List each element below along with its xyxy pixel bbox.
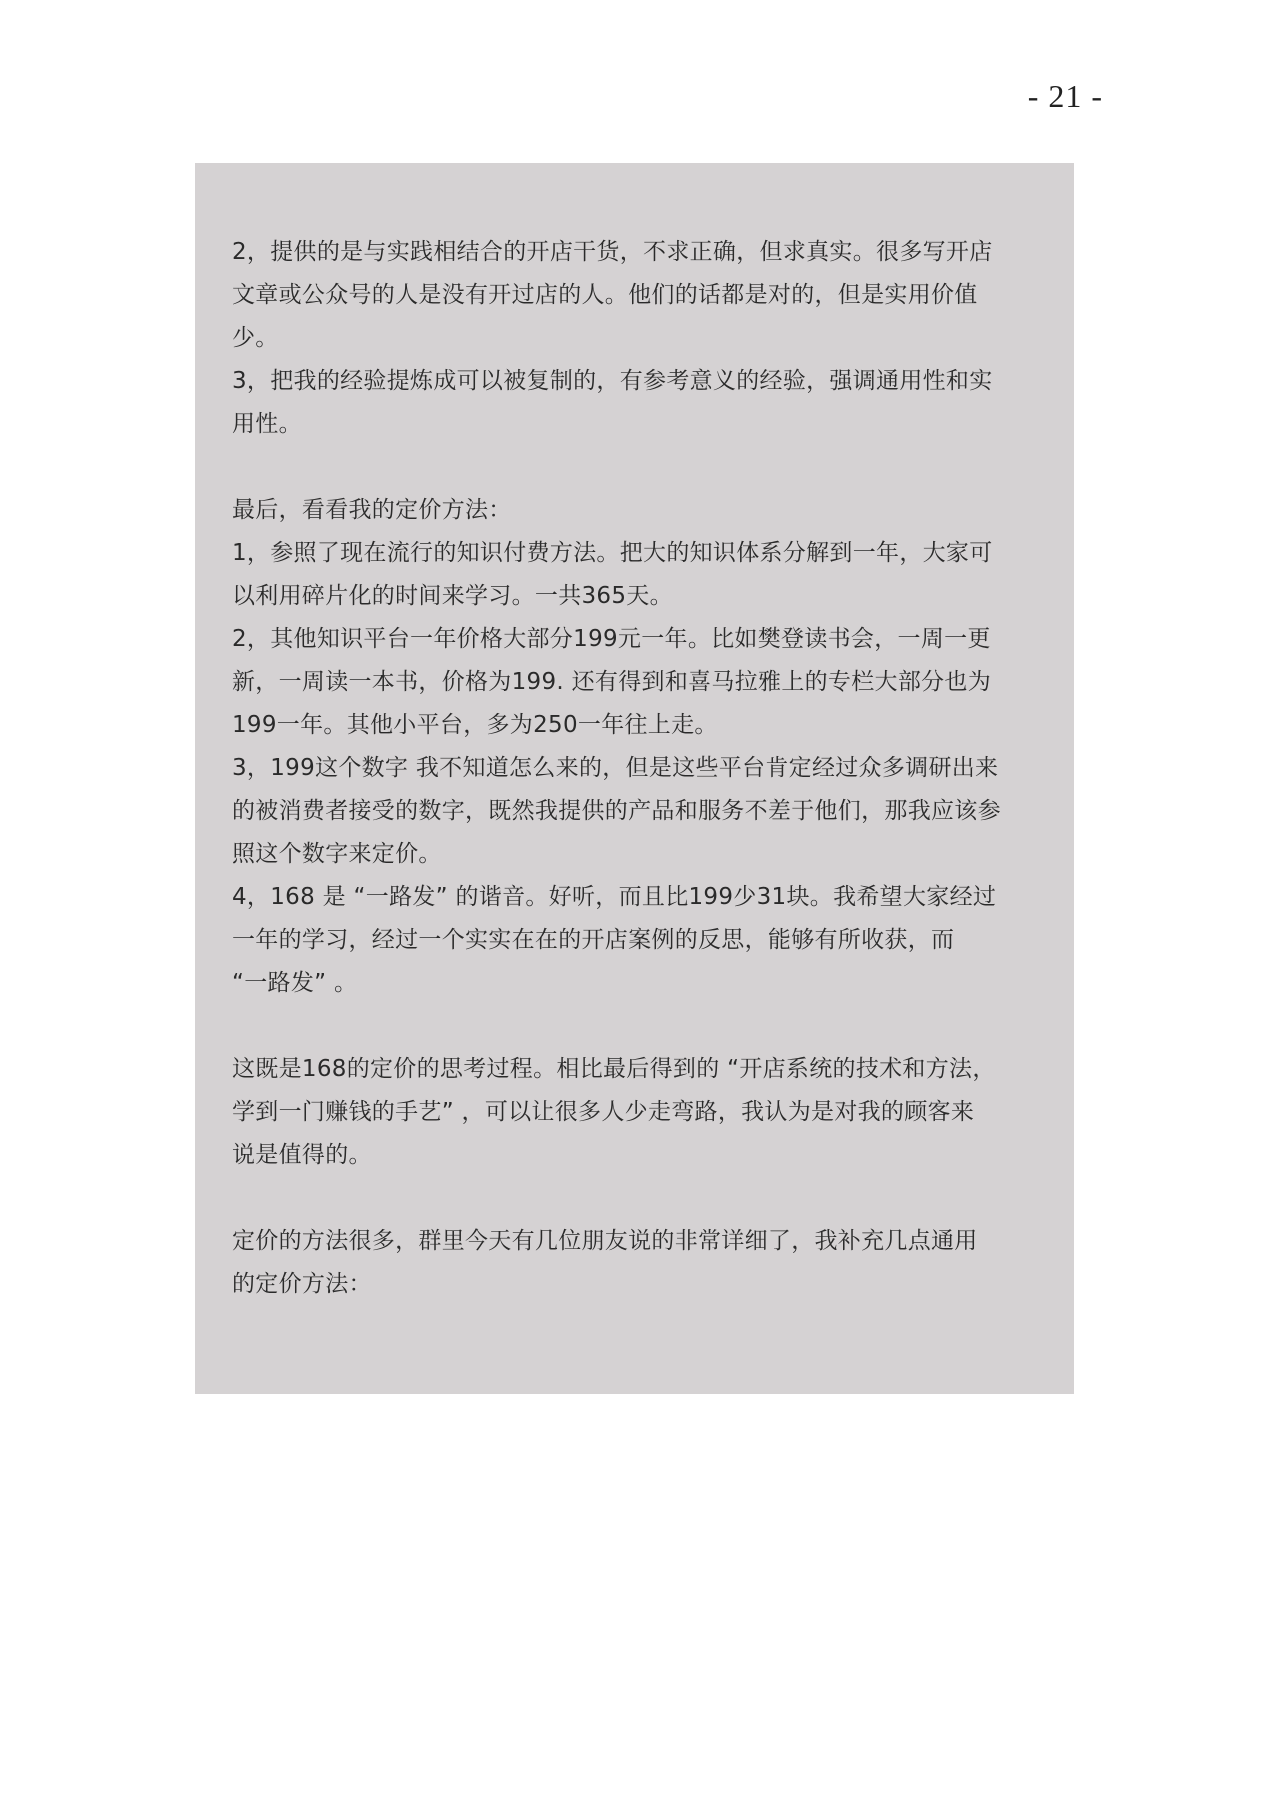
- paragraph-block-4: [232, 1220, 1044, 1306]
- text-line: 以利用碎片化的时间来学习。一共365天。: [232, 583, 673, 609]
- text-line: 学到一门赚钱的手艺” ，可以让很多人少走弯路，我认为是对我的顾客来: [232, 1099, 975, 1125]
- text-line: 新，一周读一本书，价格为199. 还有得到和喜马拉雅上的专栏大部分也为: [232, 669, 992, 695]
- paragraph-spacer: [232, 1177, 1044, 1220]
- paragraph-block-3: [232, 1048, 1044, 1177]
- paragraph-spacer: [232, 446, 1044, 489]
- text-line: 的被消费者接受的数字，既然我提供的产品和服务不差于他们，那我应该参: [232, 798, 1001, 824]
- text-line: 照这个数字来定价。: [232, 841, 442, 867]
- text-line: 2，其他知识平台一年价格大部分199元一年。比如樊登读书会，一周一更: [232, 626, 991, 652]
- text-line: 3，把我的经验提炼成可以被复制的，有参考意义的经验，强调通用性和实: [232, 368, 993, 394]
- text-line: 少。: [232, 325, 279, 351]
- text-line: 定价的方法很多，群里今天有几位朋友说的非常详细了，我补充几点通用: [232, 1228, 978, 1254]
- text-line: 199一年。其他小平台，多为250一年往上走。: [232, 712, 718, 738]
- text-line: 最后，看看我的定价方法：: [232, 497, 512, 523]
- text-line: 文章或公众号的人是没有开过店的人。他们的话都是对的，但是实用价值: [232, 282, 978, 308]
- text-line: 3，199这个数字 我不知道怎么来的，但是这些平台肯定经过众多调研出来: [232, 755, 999, 781]
- paragraph-spacer: [232, 1005, 1044, 1048]
- text-line: 说是值得的。: [232, 1142, 372, 1168]
- page-number: - 21 -: [1027, 78, 1103, 114]
- text-line: 的定价方法：: [232, 1271, 372, 1297]
- text-line: 4，168 是 “一路发” 的谐音。好听，而且比199少31块。我希望大家经过: [232, 884, 997, 910]
- paragraph-block-2: [232, 489, 1044, 1005]
- text-line: “一路发” 。: [232, 970, 358, 996]
- text-line: 一年的学习，经过一个实实在在的开店案例的反思，能够有所收获，而: [232, 927, 955, 953]
- text-line: 2，提供的是与实践相结合的开店干货，不求正确，但求真实。很多写开店: [232, 239, 993, 265]
- text-line: 这既是168的定价的思考过程。相比最后得到的 “开店系统的技术和方法，: [232, 1056, 996, 1082]
- text-line: 1，参照了现在流行的知识付费方法。把大的知识体系分解到一年，大家可: [232, 540, 993, 566]
- text-line: 用性。: [232, 411, 302, 437]
- paragraph-block-1: [232, 231, 1044, 446]
- content-card: [195, 163, 1074, 1394]
